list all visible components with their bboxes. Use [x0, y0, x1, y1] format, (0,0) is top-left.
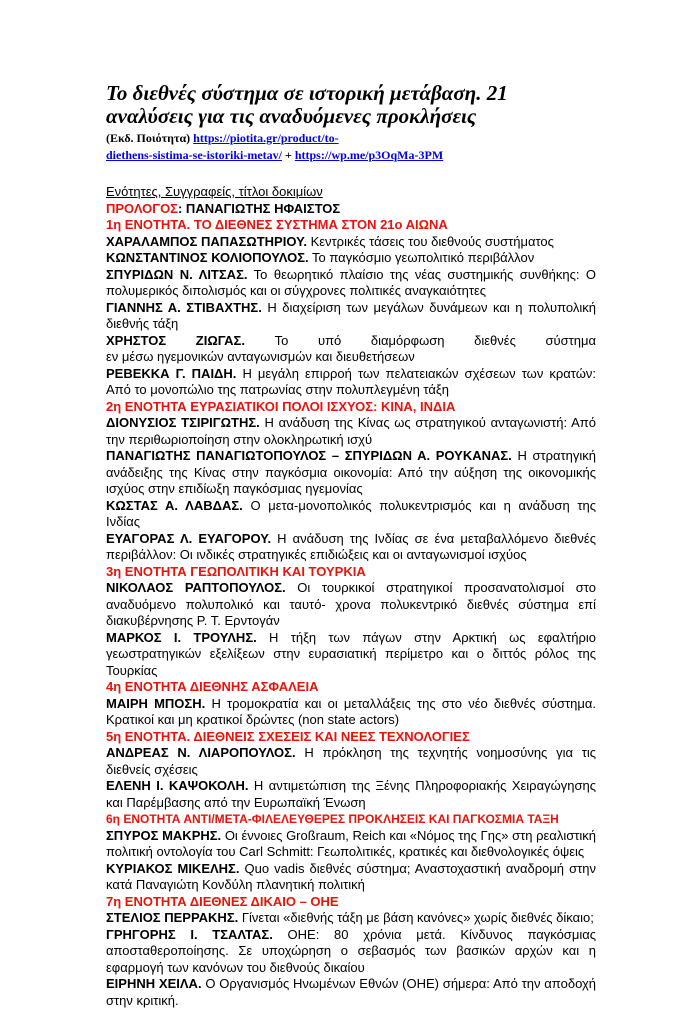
- essay-author: ΣΠΥΡΟΣ ΜΑΚΡΗΣ.: [106, 827, 222, 843]
- unit-3-heading: 3η ΕΝΟΤΗΤΑ ΓΕΩΠΟΛΙΤΙΚΗ ΚΑΙ ΤΟΥΡΚΙΑ: [106, 563, 366, 579]
- product-link-part1[interactable]: https://piotita.gr/product/to-: [193, 131, 339, 145]
- essay-entry: [106, 927, 596, 977]
- essay-author-first: ΧΡΗΣΤΟΣ: [106, 332, 167, 348]
- essay-title: ΟΗΕ: 80 χρόνια μετά. Κίνδυνος παγκόσμιας αποσταθεροποίησης. Σε υποχώρηση ο σεβασμός των βασικών αρχών και η εφαρμογή των κανόνων του διεθνούς δικαίου: [106, 926, 596, 975]
- essay-author: ΜΑΡΚΟΣ Ι. ΤΡΟΥΛΗΣ.: [106, 629, 257, 645]
- document-page: [106, 82, 596, 1009]
- essay-entry: [106, 696, 596, 729]
- unit-5-heading: 5η ΕΝΟΤΗΤΑ. ΔΙΕΘΝΕΙΣ ΣΧΕΣΕΙΣ ΚΑΙ ΝΕΕΣ ΤΕΧΝΟΛΟΓΙΕΣ: [106, 728, 470, 744]
- essay-entry: [106, 333, 596, 366]
- essay-title: Η μεγάλη επιρροή των πελατειακών σχέσεων των κρατών: Από το μονοπώλιο της πατρωνίας στην πολυπλεγμένη τάξη: [106, 365, 596, 397]
- title-word: υπό: [317, 332, 342, 348]
- essay-author: ΚΩΣΤΑΣ Α. ΛΑΒΔΑΣ.: [106, 497, 243, 513]
- title-word: διεθνές: [474, 332, 516, 348]
- essay-entry: [106, 415, 596, 448]
- unit-6-heading: 6η ΕΝΟΤΗΤΑ ΑΝΤΙ/ΜΕΤΑ-ΦΙΛΕΛΕΥΘΕΡΕΣ ΠΡΟΚΛΗΣΕΙΣ ΚΑΙ ΠΑΓΚΟΣΜΙΑ ΤΑΞΗ: [106, 812, 559, 826]
- essay-entry: [106, 498, 596, 531]
- essay-author: ΚΥΡΙΑΚΟΣ ΜΙΚΕΛΗΣ.: [106, 860, 240, 876]
- essay-entry: [106, 267, 596, 300]
- essay-entry: [106, 300, 596, 333]
- unit-2-heading: 2η ΕΝΟΤΗΤΑ ΕΥΡΑΣΙΑΤΙΚΟΙ ΠΟΛΟΙ ΙΣΧΥΟΣ: ΚΙΝΑ, ΙΝΔΙΑ: [106, 398, 456, 414]
- essay-entry: [106, 630, 596, 680]
- unit-7-heading: 7η ΕΝΟΤΗΤΑ ΔΙΕΘΝΕΣ ΔΙΚΑΙΟ – ΟΗΕ: [106, 893, 339, 909]
- essay-title: Το θεωρητικό πλαίσιο της νέας συστημικής συνθήκης: Ο πολυμερικός διπολισμός και οι σύγχρονες πολιτικές αναγκαιότητες: [106, 266, 596, 298]
- essay-title: Η διαχείριση των μεγάλων δυνάμεων και η πολυπολική διεθνής τάξη: [106, 299, 596, 331]
- essay-entry: [106, 366, 596, 399]
- essay-author: ΜΑΙΡΗ ΜΠΟΣΗ.: [106, 695, 206, 711]
- essay-title: Η τρομοκρατία και οι μεταλλάξεις της στο νέο διεθνές σύστημα. Κρατικοί και μη κρατικοί δρώντες (non state actors): [106, 695, 596, 727]
- essay-title: Κεντρικές τάσεις του διεθνούς συστήματος: [310, 233, 554, 249]
- essay-title: Οι έννοιες Großraum, Reich και «Νόμος της Γης» στη ρεαλιστική πολιτική οντολογία του Carl Schmitt: Γεωπολιτικές, κρατικές και διεθνολογικές όψεις: [106, 827, 596, 859]
- page-title: Το διεθνές σύστημα σε ιστορική μετάβαση. 21 αναλύσεις για τις αναδυόμενες προκλήσεις: [106, 81, 508, 128]
- unit-1-heading: 1η ΕΝΟΤΗΤΑ. ΤΟ ΔΙΕΘΝΕΣ ΣΥΣΤΗΜΑ ΣΤΟΝ 21ο ΑΙΩΝΑ: [106, 217, 448, 232]
- essay-entry: [106, 745, 596, 778]
- prologue-line: [106, 201, 596, 218]
- essay-author: ΝΙΚΟΛΑΟΣ ΡΑΠΤΟΠΟΥΛΟΣ.: [106, 580, 286, 595]
- essay-author: ΕΛΕΝΗ Ι. ΚΑΨΟΚΟΛΗ.: [106, 778, 249, 793]
- prologue-author: : ΠΑΝΑΓΙΩΤΗΣ ΗΦΑΙΣΤΟΣ: [177, 200, 341, 216]
- toc-header: Ενότητες, Συγγραφείς, τίτλοι δοκιμίων: [106, 184, 323, 199]
- title-word: σύστημα: [545, 332, 596, 348]
- essay-entry: [106, 448, 596, 498]
- links-line: [106, 130, 596, 164]
- essay-author: ΣΤΕΛΙΟΣ ΠΕΡΡΑΚΗΣ.: [106, 910, 239, 925]
- essay-title: Ο μετα-μονοπολικός πολυκεντρισμός και η ανάδυση της Ινδίας: [106, 497, 596, 529]
- essay-title: Η αντιμετώπιση της Ξένης Πληροφοριακής Χειραγώγησης και Παρέμβασης από την Ευρωπαϊκή Ένωση: [106, 778, 596, 810]
- essay-title: Γίνεται «διεθνής τάξη με βάση κανόνες» χωρίς διεθνές δίκαιο;: [241, 910, 594, 925]
- essay-author: ΓΡΗΓΟΡΗΣ Ι. ΤΣΑΛΤΑΣ.: [106, 926, 273, 942]
- essay-entry: [106, 910, 596, 927]
- essay-author: ΠΑΝΑΓΙΩΤΗΣ ΠΑΝΑΓΙΩΤΟΠΟΥΛΟΣ – ΣΠΥΡΙΔΩΝ Α. ΡΟΥΚΑΝΑΣ.: [106, 448, 512, 463]
- essay-author: ΚΩΝΣΤΑΝΤΙΝΟΣ ΚΟΛΙΟΠΟΥΛΟΣ.: [106, 250, 309, 265]
- essay-entry: [106, 976, 596, 1009]
- essay-title: Η στρατηγική ανάδειξης της Κίνας στην παγκόσμια οικονομία: Από την αύξηση της οικονομικής ισχύος στην επιδίωξη παγκόσμιας ηγεμονίας: [106, 448, 596, 496]
- title-word: Το: [274, 332, 289, 348]
- prologue-label: ΠΡΟΛΟΓΟΣ: [106, 200, 178, 216]
- product-link-part2[interactable]: diethens-sistima-se-istoriki-metav/: [106, 148, 282, 162]
- essay-title: Ο Οργανισμός Ηνωμένων Εθνών (ΟΗΕ) σήμερα: Από την αποδοχή στην κριτική.: [106, 976, 596, 1008]
- essay-entry: [106, 250, 596, 267]
- essay-title: Η ανάδυση της Ινδίας σε ένα μεταβαλλόμενο διεθνές περιβάλλον: Οι ινδικές στρατηγικές επιδιώξεις και οι ανταγωνισμοί ισχύος: [106, 530, 596, 562]
- essay-author: ΕΥΑΓΟΡΑΣ Λ. ΕΥΑΓΟΡΟΥ.: [106, 530, 272, 546]
- essay-author-last: ΖΙΩΓΑΣ.: [195, 332, 245, 348]
- essay-title: Η ανάδυση της Κίνας ως στρατηγικού ανταγωνιστή: Από την περιθωριοποίηση στην ολοκληρωτική ισχύ: [106, 415, 596, 447]
- essay-author: ΓΙΑΝΝΗΣ Α. ΣΤΙΒΑΧΤΗΣ.: [106, 299, 262, 315]
- essay-entry: [106, 828, 596, 861]
- essay-author: ΑΝΔΡΕΑΣ Ν. ΛΙΑΡΟΠΟΥΛΟΣ.: [106, 745, 296, 760]
- short-link[interactable]: https://wp.me/p3OqMa-3PM: [294, 148, 444, 162]
- title-word: διαμόρφωση: [370, 332, 445, 348]
- essay-title: Η τήξη των πάγων στην Αρκτική ως εφαλτήριο γεωστρατηγικών εξελίξεων στην ευρασιατική περίμετρο και ο διττός ρόλος της Τουρκίας: [106, 629, 596, 678]
- spread-line: [106, 333, 596, 350]
- essay-title: Το παγκόσμιο γεωπολιτικό περιβάλλον: [312, 250, 535, 265]
- unit-4-heading: 4η ΕΝΟΤΗΤΑ ΔΙΕΘΝΗΣ ΑΣΦΑΛΕΙΑ: [106, 679, 319, 694]
- essay-author: ΧΑΡΑΛΑΜΠΟΣ ΠΑΠΑΣΩΤΗΡΙΟΥ.: [106, 233, 307, 249]
- essay-author: ΣΠΥΡΙΔΩΝ Ν. ΛΙΤΣΑΣ.: [106, 266, 248, 282]
- essay-title: Η πρόκληση της τεχνητής νοημοσύνης για τις διεθνείς σχέσεις: [106, 745, 596, 777]
- plus-sign: +: [284, 148, 292, 162]
- publisher: (Εκδ. Ποιότητα): [106, 131, 191, 145]
- essay-author: ΕΙΡΗΝΗ ΧΕΙΛΑ.: [106, 976, 202, 991]
- essay-title-cont: εν μέσω ηγεμονικών ανταγωνισμών και διευθετήσεων: [106, 349, 415, 364]
- essay-entry: [106, 580, 596, 630]
- essay-entry: [106, 778, 596, 811]
- essay-entry: [106, 234, 596, 251]
- essay-title: Quo vadis διεθνές σύστημα; Αναστοχαστική αναδρομή στην κατά Παναγιώτη Κονδύλη πλανητική πολιτική: [106, 860, 596, 892]
- essay-author: ΡΕΒΕΚΚΑ Γ. ΠΑΙΔΗ.: [106, 365, 237, 381]
- essay-entry: [106, 531, 596, 564]
- essay-entry: [106, 861, 596, 894]
- essay-title: Οι τουρκικοί στρατηγικοί προσανατολισμοί στο αναδυόμενο πολυπολικό και ταυτό- χρονα πολυκεντρικό διεθνές σύστημα επί διακυβέρνησης Ρ. Τ. Ερντογάν: [106, 580, 596, 628]
- essay-author: ΔΙΟΝΥΣΙΟΣ ΤΣΙΡΙΓΩΤΗΣ.: [106, 415, 260, 430]
